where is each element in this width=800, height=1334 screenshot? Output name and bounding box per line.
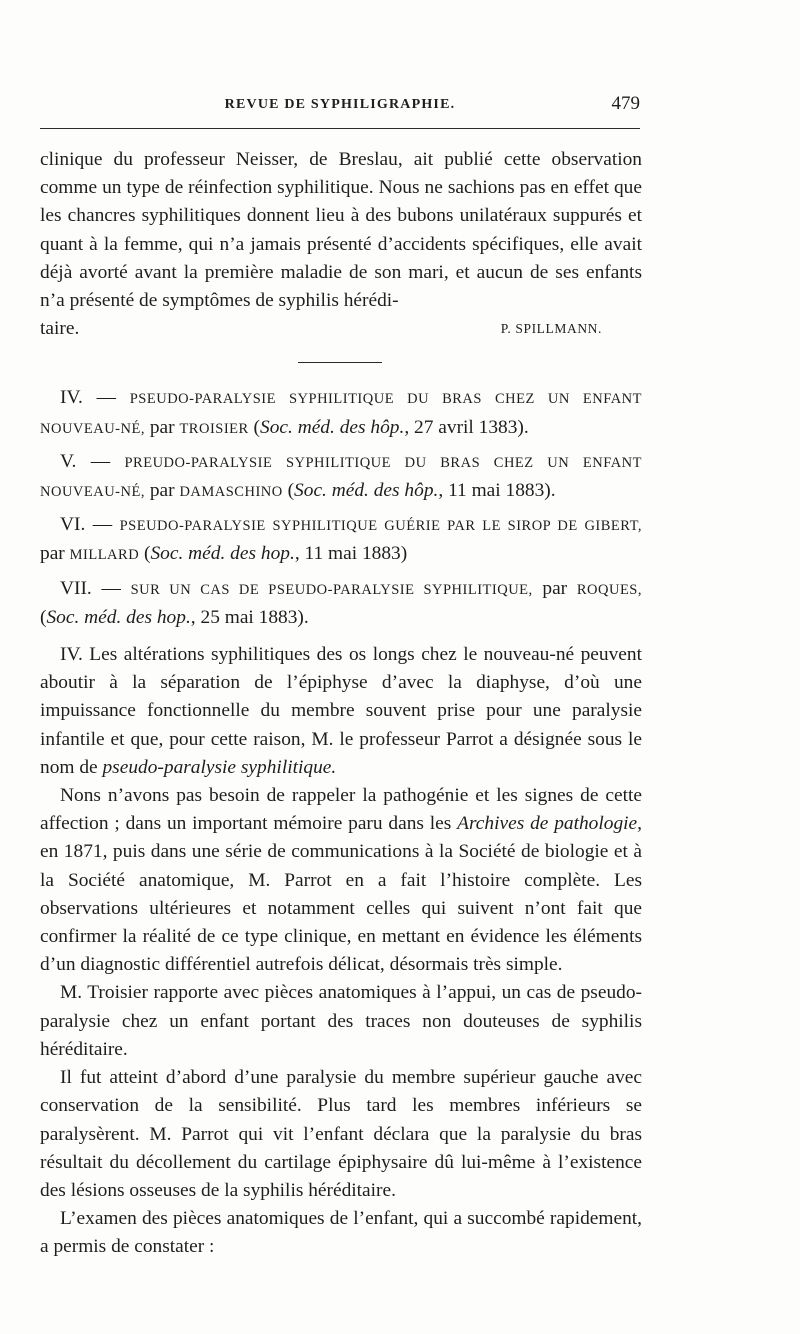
page-header xyxy=(40,93,640,123)
intro-last-word: taire. xyxy=(40,318,80,340)
intro-paragraph: clinique du professeur Neisser, de Breslau, ait publié cette observation comme un type de réinfection syphilitique. Nous ne sachions pas en effet que les chancres syphilitiques donnent lieu à des bubons unilatéraux suppurés et quant à la femme, qui n’a jamais présenté d’accidents spécifiques, elle avait déjà avorté avant la première maladie de son mari, et aucun de ses enfants n’a présenté de symptômes de syphilis hérédi- xyxy=(40,149,642,312)
bibliography-entry: VI. — PSEUDO-PARALYSIE SYPHILITIQUE GUÉRIE PAR LE SIROP DE GIBERT, par MILLARD (Soc. méd. des hop., 11 mai 1883) xyxy=(40,514,642,565)
body-paragraph: Il fut atteint d’abord d’une paralysie du membre supérieur gauche avec conservation de la sensibilité. Plus tard les membres inférieurs se paralysèrent. M. Parrot qui vit l’enfant déclara que la paralysie du bras résultait du décollement du cartilage épiphysaire dû lui-même à l’existence des lésions osseuses de la syphilis héréditaire. xyxy=(40,1067,642,1201)
body-paragraph: M. Troisier rapporte avec pièces anatomiques à l’appui, un cas de pseudo-paralysie chez un enfant portant des traces non douteuses de syphilis héréditaire. xyxy=(40,982,642,1060)
body-paragraph: Nons n’avons pas besoin de rappeler la pathogénie et les signes de cette affection ; dans un important mémoire paru dans les Archives de pathologie, en 1871, puis dans une série de communications à la Société de biologie et à la Société anatomique, M. Parrot en a fait l’histoire complète. Les observations ultérieures et notamment celles qui suivent n’ont fait que confirmer la réalité de ce type clinique, en mettant en évidence les éléments d’un diagnostic différentiel autrefois délicat, désormais très simple. xyxy=(40,785,642,976)
page-number: 479 xyxy=(611,93,640,114)
header-rule xyxy=(40,128,640,129)
page-body xyxy=(40,146,642,1262)
signature-line xyxy=(40,315,642,343)
body-paragraph: IV. Les altérations syphilitiques des os longs chez le nouveau-né peuvent aboutir à la séparation de l’épiphyse d’avec la diaphyse, d’où une impuissance fonctionnelle du membre souvent prise pour une paralysie infantile et que, pour cette raison, M. le professeur Parrot a désignée sous le nom de pseudo-paralysie syphilitique. xyxy=(40,644,642,778)
bibliography-entry: VII. — SUR UN CAS DE PSEUDO-PARALYSIE SYPHILITIQUE, par ROQUES, (Soc. méd. des hop., 25 mai 1883). xyxy=(40,577,642,628)
section-separator xyxy=(298,362,382,363)
running-head: REVUE DE SYPHILIGRAPHIE. xyxy=(224,97,456,112)
bibliography-entry: V. — PREUDO-PARALYSIE SYPHILITIQUE DU BRAS CHEZ UN ENFANT NOUVEAU-NÉ, par DAMASCHINO (Soc. méd. des hôp., 11 mai 1883). xyxy=(40,450,642,502)
body-paragraph: L’examen des pièces anatomiques de l’enfant, qui a succombé rapidement, a permis de constater : xyxy=(40,1208,642,1258)
bibliography-entry: IV. — PSEUDO-PARALYSIE SYPHILITIQUE DU BRAS CHEZ UN ENFANT NOUVEAU-NÉ, par TROISIER (Soc. méd. des hôp., 27 avril 1383). xyxy=(40,387,642,438)
author-signature: P. SPILLMANN. xyxy=(500,321,602,337)
